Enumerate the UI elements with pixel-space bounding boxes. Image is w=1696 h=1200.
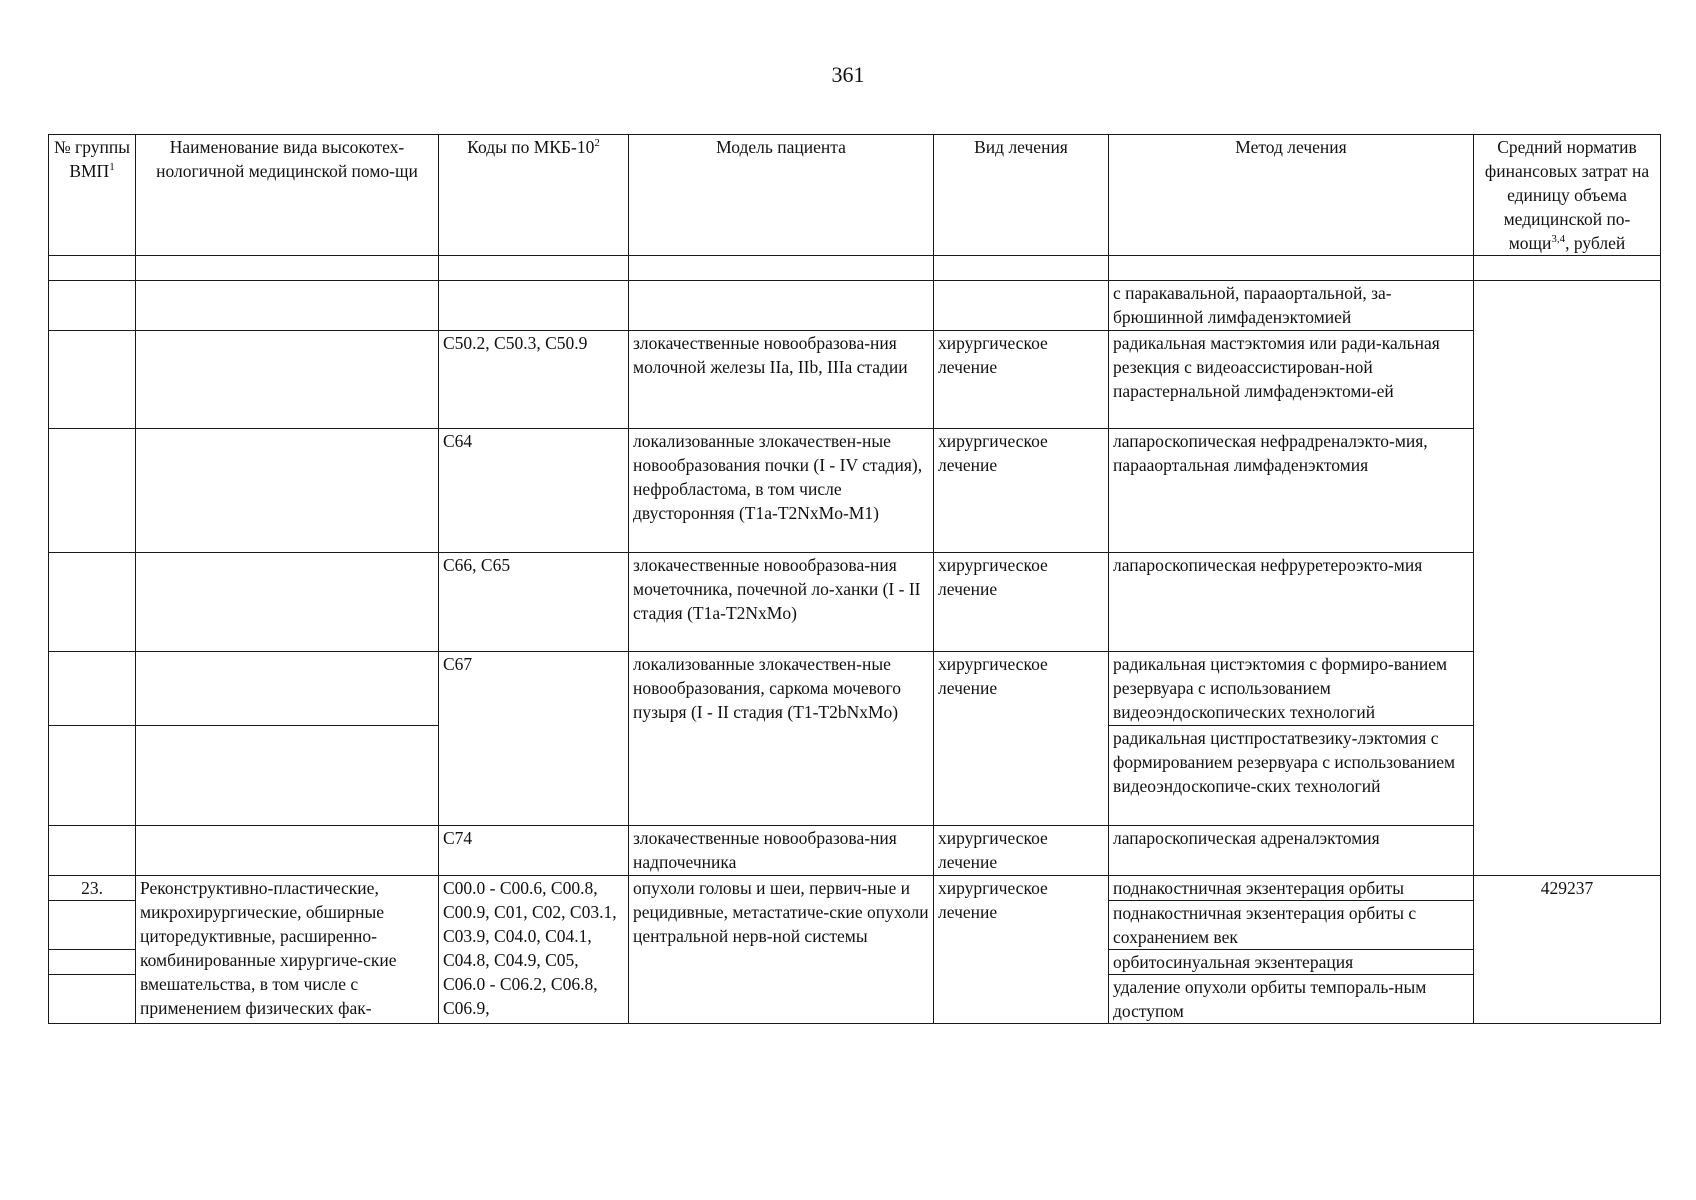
- header-treatment-type: Вид лечения: [934, 135, 1109, 256]
- cost-cell: 429237: [1474, 876, 1661, 1024]
- model-cell: злокачественные новообразова-ния надпочечника: [629, 826, 934, 876]
- group-number-cell: 23.: [49, 876, 136, 901]
- codes-cell: C64: [439, 429, 629, 553]
- method-cell: лапароскопическая нефрадреналэкто-мия, парааортальная лимфаденэктомия: [1109, 429, 1474, 553]
- name-cell: Реконструктивно-пластические, микрохирургические, обширные циторедуктивные, расширенно-комбинированные хирургиче-ские вмешательства, в том числе с применением физических фак-: [136, 876, 439, 1024]
- header-name: Наименование вида высокотех-нологичной медицинской помо-щи: [136, 135, 439, 256]
- vmp-table: [48, 134, 1661, 1024]
- header-row: [49, 135, 1661, 256]
- codes-cell: C00.0 - C00.6, C00.8, C00.9, C01, C02, C03.1, C03.9, C04.0, C04.1, C04.8, C04.9, C05, C06.0 - C06.2, C06.8, C06.9,: [439, 876, 629, 1024]
- model-cell: локализованные злокачествен-ные новообразования почки (I - IV стадия), нефробластома, в том числе двусторонняя (T1a-T2NxMo-M1): [629, 429, 934, 553]
- table-row: [49, 876, 1661, 901]
- type-cell: хирургическое лечение: [934, 331, 1109, 429]
- table-row: [49, 429, 1661, 553]
- page-number: 361: [831, 62, 865, 87]
- header-treatment-method: Метод лечения: [1109, 135, 1474, 256]
- method-cell: поднакостничная экзентерация орбиты с сохранением век: [1109, 901, 1474, 950]
- type-cell: хирургическое лечение: [934, 652, 1109, 826]
- table-row: [49, 553, 1661, 652]
- header-cost: Средний норматив финансовых затрат на единицу объема медицинской по-мощи$^{3,4}$, рублей: [1474, 135, 1661, 256]
- codes-cell: C66, C65: [439, 553, 629, 652]
- model-cell: опухоли головы и шеи, первич-ные и рецидивные, метастатиче-ские опухоли центральной нерв-ной системы: [629, 876, 934, 1024]
- codes-cell: C74: [439, 826, 629, 876]
- model-cell: злокачественные новообразова-ния молочной железы IIa, IIb, IIIa стадии: [629, 331, 934, 429]
- header-group-no: № группы ВМП$^1$: [49, 135, 136, 256]
- model-cell: злокачественные новообразова-ния мочеточника, почечной ло-ханки (I - II стадия (T1a-T2NxMo): [629, 553, 934, 652]
- method-cell: с паракавальной, парааортальной, за-брюшинной лимфаденэктомией: [1109, 281, 1474, 331]
- method-cell: радикальная цистэктомия с формиро-ванием резервуара с использованием видеоэндоскопических технологий: [1109, 652, 1474, 726]
- method-cell: лапароскопическая адреналэктомия: [1109, 826, 1474, 876]
- table-row: [49, 281, 1661, 331]
- model-cell: локализованные злокачествен-ные новообразования, саркома мочевого пузыря (I - II стадия (T1-T2bNxMo): [629, 652, 934, 826]
- type-cell: хирургическое лечение: [934, 876, 1109, 1024]
- codes-cell: C67: [439, 652, 629, 826]
- method-cell: радикальная мастэктомия или ради-кальная резекция с видеоассистирован-ной парастернальной лимфаденэктоми-ей: [1109, 331, 1474, 429]
- table-row: [49, 331, 1661, 429]
- header-codes: Коды по МКБ-$10^2$: [439, 135, 629, 256]
- method-cell: лапароскопическая нефруретероэкто-мия: [1109, 553, 1474, 652]
- header-patient-model: Модель пациента: [629, 135, 934, 256]
- method-cell: орбитосинуальная экзентерация: [1109, 950, 1474, 975]
- type-cell: хирургическое лечение: [934, 826, 1109, 876]
- method-cell: радикальная цистпростатвезику-лэктомия с формированием резервуара с использованием видеоэндоскопиче-ских технологий: [1109, 726, 1474, 826]
- method-cell: удаление опухоли орбиты темпораль-ным доступом: [1109, 975, 1474, 1024]
- table-row: [49, 826, 1661, 876]
- type-cell: хирургическое лечение: [934, 429, 1109, 553]
- cost-cell-empty: [1474, 281, 1661, 876]
- method-cell: поднакостничная экзентерация орбиты: [1109, 876, 1474, 901]
- table-row: [49, 652, 1661, 726]
- codes-cell: C50.2, C50.3, C50.9: [439, 331, 629, 429]
- type-cell: хирургическое лечение: [934, 553, 1109, 652]
- spacer-row: [49, 256, 1661, 281]
